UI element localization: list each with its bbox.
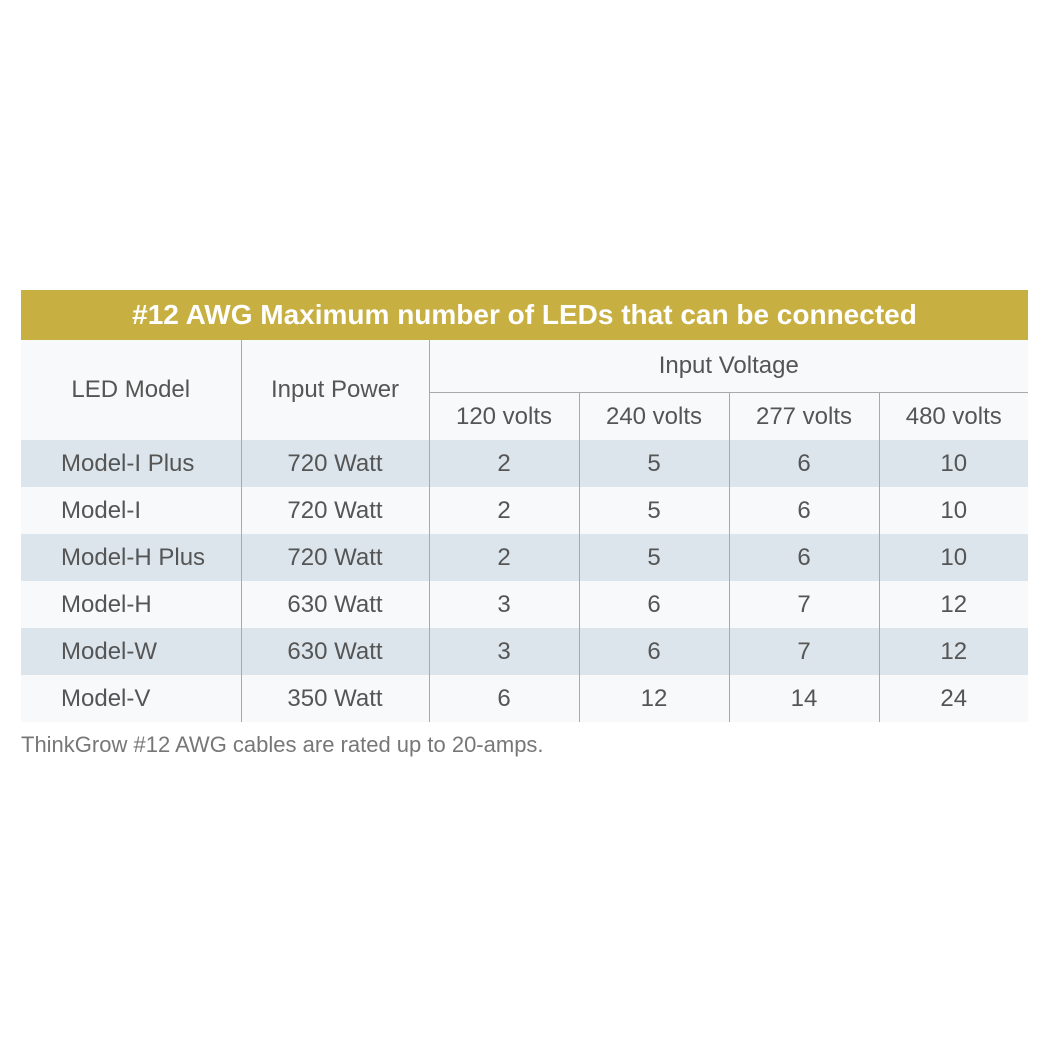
cell-model: Model-I [21, 487, 241, 534]
cell-480v: 10 [879, 440, 1028, 487]
table-row [21, 581, 1028, 628]
cell-480v: 12 [879, 628, 1028, 675]
cell-277v: 14 [729, 675, 879, 722]
table-row [21, 440, 1028, 487]
cell-120v: 6 [429, 675, 579, 722]
table-row [21, 534, 1028, 581]
cell-240v: 5 [579, 487, 729, 534]
header-led-model: LED Model [21, 340, 241, 440]
cell-model: Model-W [21, 628, 241, 675]
cell-240v: 12 [579, 675, 729, 722]
cell-model: Model-V [21, 675, 241, 722]
cell-277v: 6 [729, 440, 879, 487]
cell-120v: 2 [429, 487, 579, 534]
cell-480v: 12 [879, 581, 1028, 628]
cell-480v: 24 [879, 675, 1028, 722]
cell-240v: 5 [579, 534, 729, 581]
cell-277v: 6 [729, 487, 879, 534]
led-capacity-table-container [21, 290, 1028, 722]
cell-480v: 10 [879, 487, 1028, 534]
cell-power: 630 Watt [241, 628, 429, 675]
cell-power: 350 Watt [241, 675, 429, 722]
cell-240v: 6 [579, 628, 729, 675]
cell-120v: 3 [429, 628, 579, 675]
cell-power: 720 Watt [241, 440, 429, 487]
table-title: #12 AWG Maximum number of LEDs that can be connected [21, 290, 1028, 340]
cell-277v: 7 [729, 628, 879, 675]
table-body [21, 440, 1028, 722]
led-capacity-table [21, 340, 1028, 722]
cell-120v: 3 [429, 581, 579, 628]
cell-277v: 7 [729, 581, 879, 628]
cell-277v: 6 [729, 534, 879, 581]
table-header [21, 340, 1028, 440]
cell-240v: 5 [579, 440, 729, 487]
header-input-voltage: Input Voltage [429, 340, 1028, 393]
table-row [21, 628, 1028, 675]
header-voltage-120: 120 volts [429, 393, 579, 441]
header-input-power: Input Power [241, 340, 429, 440]
cell-240v: 6 [579, 581, 729, 628]
cell-120v: 2 [429, 534, 579, 581]
footnote: ThinkGrow #12 AWG cables are rated up to 20-amps. [21, 732, 544, 757]
cell-120v: 2 [429, 440, 579, 487]
cell-power: 630 Watt [241, 581, 429, 628]
cell-model: Model-H [21, 581, 241, 628]
header-voltage-277: 277 volts [729, 393, 879, 441]
cell-480v: 10 [879, 534, 1028, 581]
cell-model: Model-H Plus [21, 534, 241, 581]
cell-model: Model-I Plus [21, 440, 241, 487]
table-row [21, 675, 1028, 722]
header-voltage-240: 240 volts [579, 393, 729, 441]
header-voltage-480: 480 volts [879, 393, 1028, 441]
cell-power: 720 Watt [241, 534, 429, 581]
cell-power: 720 Watt [241, 487, 429, 534]
table-row [21, 487, 1028, 534]
